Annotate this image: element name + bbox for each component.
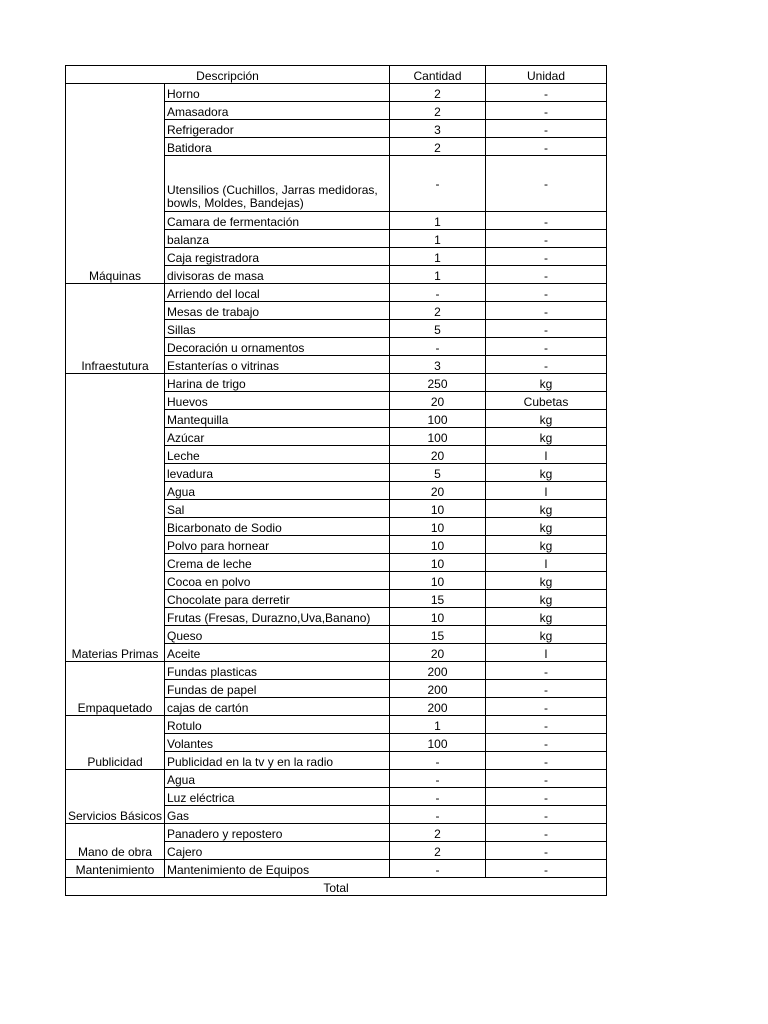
table-row [66, 860, 607, 878]
item-unit: kg [486, 608, 607, 626]
item-unit: - [486, 84, 607, 102]
item-unit: - [486, 824, 607, 842]
item-description: Sal [165, 500, 390, 518]
total-label: Total [66, 878, 607, 896]
header-row [66, 66, 607, 84]
item-description: Amasadora [165, 102, 390, 120]
header-quantity: Cantidad [390, 66, 486, 84]
item-unit: - [486, 302, 607, 320]
table-body [66, 84, 607, 878]
item-description: Luz eléctrica [165, 788, 390, 806]
item-unit: - [486, 102, 607, 120]
item-quantity: 1 [390, 212, 486, 230]
item-quantity: - [390, 860, 486, 878]
item-quantity: 1 [390, 266, 486, 284]
item-quantity: 1 [390, 230, 486, 248]
item-description: Estanterías o vitrinas [165, 356, 390, 374]
item-description: Volantes [165, 734, 390, 752]
category-label: Servicios Básicos [66, 770, 165, 824]
item-unit: l [486, 446, 607, 464]
item-unit: Cubetas [486, 392, 607, 410]
category-label: Publicidad [66, 716, 165, 770]
item-quantity: 5 [390, 320, 486, 338]
item-unit: - [486, 266, 607, 284]
item-unit: kg [486, 410, 607, 428]
category-label: Infraestutura [66, 284, 165, 374]
item-description: Horno [165, 84, 390, 102]
item-unit: - [486, 320, 607, 338]
item-description: Polvo para hornear [165, 536, 390, 554]
item-description: Huevos [165, 392, 390, 410]
header-unit: Unidad [486, 66, 607, 84]
item-unit: kg [486, 536, 607, 554]
item-unit: kg [486, 500, 607, 518]
inventory-table [65, 65, 607, 896]
table-row [66, 716, 607, 734]
item-quantity: 2 [390, 102, 486, 120]
item-quantity: 3 [390, 120, 486, 138]
item-quantity: 2 [390, 84, 486, 102]
table-row [66, 84, 607, 102]
item-quantity: 100 [390, 428, 486, 446]
item-quantity: 2 [390, 842, 486, 860]
item-description: Mesas de trabajo [165, 302, 390, 320]
item-unit: l [486, 644, 607, 662]
item-unit: kg [486, 572, 607, 590]
item-unit: kg [486, 626, 607, 644]
item-quantity: 20 [390, 446, 486, 464]
item-quantity: 10 [390, 518, 486, 536]
item-unit: - [486, 788, 607, 806]
item-unit: - [486, 212, 607, 230]
table-row [66, 374, 607, 392]
item-unit: - [486, 662, 607, 680]
item-description: Utensilios (Cuchillos, Jarras medidoras, bowls, Moldes, Bandejas) [165, 156, 390, 212]
item-unit: kg [486, 518, 607, 536]
item-description: Rotulo [165, 716, 390, 734]
item-description: Camara de fermentación [165, 212, 390, 230]
item-unit: - [486, 230, 607, 248]
item-description: Frutas (Fresas, Durazno,Uva,Banano) [165, 608, 390, 626]
item-description: Agua [165, 482, 390, 500]
item-quantity: 15 [390, 590, 486, 608]
item-quantity: 20 [390, 482, 486, 500]
item-description: Crema de leche [165, 554, 390, 572]
item-description: Fundas de papel [165, 680, 390, 698]
item-description: divisoras de masa [165, 266, 390, 284]
item-description: Mantequilla [165, 410, 390, 428]
item-description: Agua [165, 770, 390, 788]
item-unit: - [486, 680, 607, 698]
item-unit: - [486, 248, 607, 266]
category-label: Mano de obra [66, 824, 165, 860]
item-unit: - [486, 806, 607, 824]
item-description: Cajero [165, 842, 390, 860]
item-unit: - [486, 860, 607, 878]
item-description: Cocoa en polvo [165, 572, 390, 590]
item-description: levadura [165, 464, 390, 482]
item-unit: - [486, 698, 607, 716]
item-description: Queso [165, 626, 390, 644]
item-quantity: 10 [390, 608, 486, 626]
item-unit: kg [486, 374, 607, 392]
item-quantity: 1 [390, 248, 486, 266]
item-quantity: 100 [390, 410, 486, 428]
item-quantity: 200 [390, 698, 486, 716]
item-quantity: - [390, 752, 486, 770]
item-description: Publicidad en la tv y en la radio [165, 752, 390, 770]
item-unit: kg [486, 590, 607, 608]
category-label: Materias Primas [66, 374, 165, 662]
item-description: cajas de cartón [165, 698, 390, 716]
total-row [66, 878, 607, 896]
item-unit: - [486, 138, 607, 156]
table-row [66, 284, 607, 302]
item-unit: - [486, 120, 607, 138]
item-description: Leche [165, 446, 390, 464]
item-description: Azúcar [165, 428, 390, 446]
item-description: balanza [165, 230, 390, 248]
item-quantity: 250 [390, 374, 486, 392]
table-row [66, 770, 607, 788]
item-description: Caja registradora [165, 248, 390, 266]
item-description: Sillas [165, 320, 390, 338]
item-quantity: 5 [390, 464, 486, 482]
item-unit: - [486, 770, 607, 788]
item-quantity: 10 [390, 572, 486, 590]
item-quantity: 1 [390, 716, 486, 734]
item-quantity: 100 [390, 734, 486, 752]
table-row [66, 824, 607, 842]
header-description: Descripción [66, 66, 390, 84]
item-unit: kg [486, 428, 607, 446]
item-unit: kg [486, 464, 607, 482]
table-row [66, 662, 607, 680]
item-quantity: 15 [390, 626, 486, 644]
item-quantity: - [390, 770, 486, 788]
item-quantity: - [390, 806, 486, 824]
item-unit: l [486, 554, 607, 572]
item-unit: - [486, 752, 607, 770]
item-quantity: - [390, 284, 486, 302]
item-description: Fundas plasticas [165, 662, 390, 680]
item-description: Arriendo del local [165, 284, 390, 302]
item-description: Batidora [165, 138, 390, 156]
item-quantity: 200 [390, 662, 486, 680]
item-description: Decoración u ornamentos [165, 338, 390, 356]
item-unit: - [486, 356, 607, 374]
item-quantity: - [390, 788, 486, 806]
item-unit: - [486, 156, 607, 212]
item-unit: - [486, 716, 607, 734]
item-quantity: 2 [390, 824, 486, 842]
item-description: Harina de trigo [165, 374, 390, 392]
item-unit: - [486, 734, 607, 752]
item-quantity: 2 [390, 138, 486, 156]
item-unit: - [486, 338, 607, 356]
item-quantity: 20 [390, 644, 486, 662]
item-unit: - [486, 284, 607, 302]
item-description: Mantenimiento de Equipos [165, 860, 390, 878]
item-description: Refrigerador [165, 120, 390, 138]
item-quantity: 2 [390, 302, 486, 320]
item-description: Chocolate para derretir [165, 590, 390, 608]
item-quantity: 10 [390, 536, 486, 554]
item-quantity: 200 [390, 680, 486, 698]
item-description: Panadero y repostero [165, 824, 390, 842]
category-label: Mantenimiento [66, 860, 165, 878]
item-quantity: - [390, 338, 486, 356]
item-unit: l [486, 482, 607, 500]
category-label: Empaquetado [66, 662, 165, 716]
item-description: Gas [165, 806, 390, 824]
item-quantity: 10 [390, 500, 486, 518]
item-quantity: - [390, 156, 486, 212]
item-quantity: 10 [390, 554, 486, 572]
item-description: Aceite [165, 644, 390, 662]
item-description: Bicarbonato de Sodio [165, 518, 390, 536]
category-label: Máquinas [66, 84, 165, 284]
item-unit: - [486, 842, 607, 860]
item-quantity: 20 [390, 392, 486, 410]
item-quantity: 3 [390, 356, 486, 374]
